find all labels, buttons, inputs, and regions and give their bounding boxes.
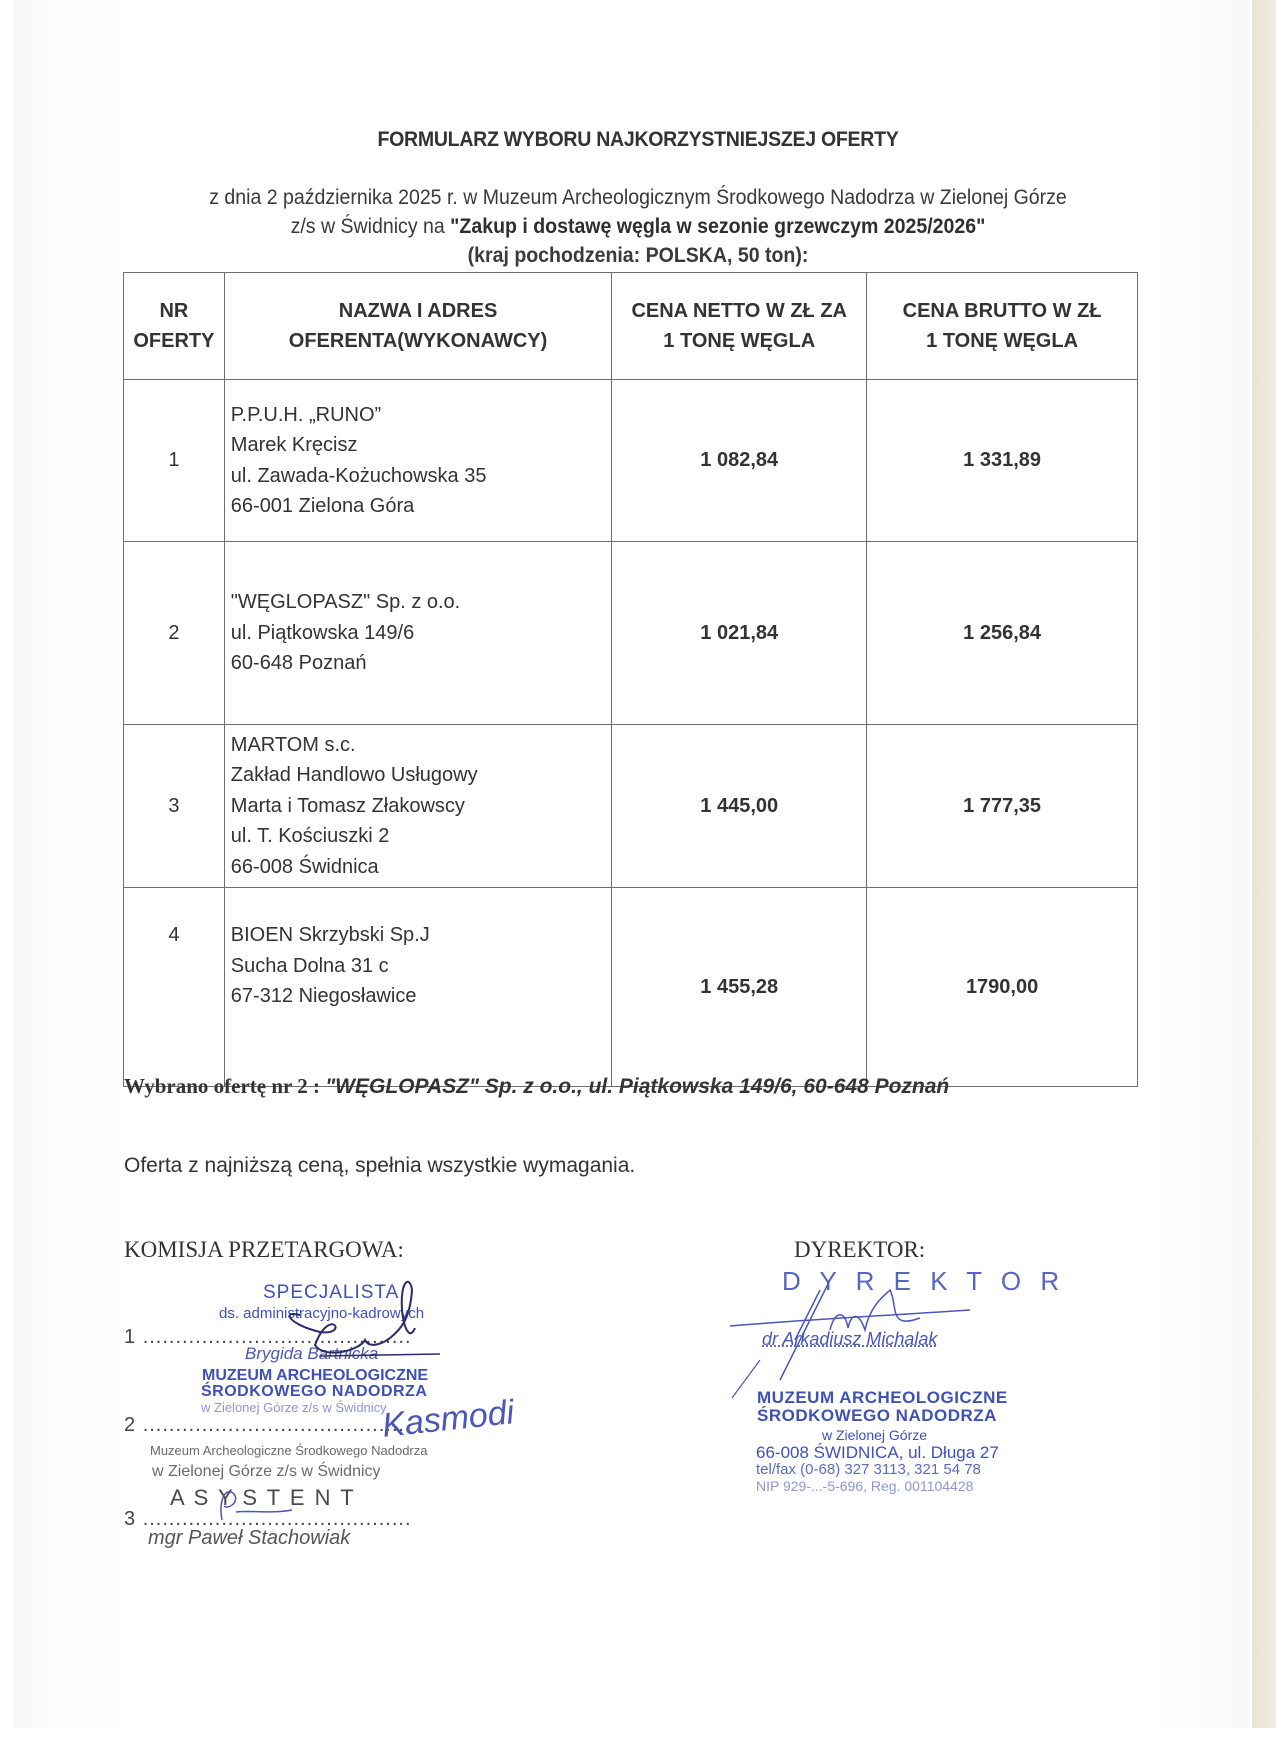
signature-1-icon xyxy=(240,1270,450,1370)
stamp-museum-left-line3: w Zielonej Górze z/s w Świdnicy xyxy=(201,1400,387,1415)
net-price: 1 445,00 xyxy=(612,725,867,888)
offer-number: 1 xyxy=(124,380,225,542)
stamp-specialist-subtitle: ds. administracyjno-kadrowych xyxy=(219,1305,425,1322)
intro-line-1: z dnia 2 października 2025 r. w Muzeum Archeologicznym Środkowego Nadodrza w Zielonej Górze xyxy=(209,186,1067,209)
net-price: 1 082,84 xyxy=(612,380,867,542)
net-price: 1 455,28 xyxy=(612,888,867,1087)
stamp-specialist-name: Brygida Bartnicka xyxy=(245,1344,379,1363)
signature-line-1: 1 ......................................... xyxy=(124,1326,412,1348)
committee-label: KOMISJA PRZETARGOWA: xyxy=(124,1237,404,1262)
stamp-director-title: D Y R E K T O R xyxy=(782,1266,1066,1296)
selection-reason: Oferta z najniższą ceną, spełnia wszystkie wymagania. xyxy=(124,1154,636,1177)
gross-price: 1 777,35 xyxy=(867,725,1138,888)
offer-number: 3 xyxy=(124,725,225,888)
stamp-assistant-line1: Muzeum Archeologiczne Środkowego Nadodrza xyxy=(150,1443,428,1458)
director-label: DYREKTOR: xyxy=(794,1237,926,1262)
offer-address: BIOEN Skrzybski Sp.J Sucha Dolna 31 c 67-312 Niegosławice xyxy=(224,888,612,1087)
gross-price: 1 256,84 xyxy=(867,542,1138,725)
stamp-assistant-line2: w Zielonej Górze z/s w Świdnicy xyxy=(152,1463,381,1480)
signature-3-icon xyxy=(200,1480,310,1530)
stamp-museum-right-line5: tel/fax (0-68) 327 3113, 321 54 78 xyxy=(756,1461,981,1478)
document-title: FORMULARZ WYBORU NAJKORZYSTNIEJSZEJ OFERTY xyxy=(377,128,899,151)
intro-line-3: (kraj pochodzenia: POLSKA, 50 ton): xyxy=(467,244,809,267)
table-header-row xyxy=(124,273,1138,380)
gross-price: 1790,00 xyxy=(867,888,1138,1087)
signature-2-handwritten: Kasmodi xyxy=(380,1393,516,1445)
stamp-museum-right-line4: 66-008 ŚWIDNICA, ul. Długa 27 xyxy=(756,1443,999,1462)
stamp-museum-right-line3: w Zielonej Górze xyxy=(822,1427,928,1443)
stamp-specialist-title: SPECJALISTA xyxy=(263,1282,400,1303)
signature-line-2: 2 ......................................... xyxy=(124,1414,412,1436)
header-offer-number: NR OFERTY xyxy=(124,273,225,380)
selected-offer xyxy=(124,1074,949,1099)
signature-line-3: 3 ......................................... xyxy=(124,1508,412,1530)
director-name: dr Arkadiusz Michalak xyxy=(762,1329,938,1349)
selected-offer-value: "WĘGLOPASZ" Sp. z o.o., ul. Piątkowska 149/6, 60-648 Poznań xyxy=(325,1075,950,1098)
intro-line-2 xyxy=(45,215,1232,239)
header-gross-price: CENA BRUTTO W ZŁ 1 TONĘ WĘGLA xyxy=(867,273,1138,380)
offer-number: 4 xyxy=(124,888,225,1087)
header-net-price: CENA NETTO W ZŁ ZA 1 TONĘ WĘGLA xyxy=(612,273,867,380)
offer-address: MARTOM s.c. Zakład Handlowo Usługowy Marta i Tomasz Złakowscy ul. T. Kościuszki 2 66-008 Świdnica xyxy=(224,725,612,888)
stamp-assistant-title: A S Y S T E N T xyxy=(170,1485,356,1510)
stamp-assistant-name: mgr Paweł Stachowiak xyxy=(148,1527,351,1549)
offer-number: 2 xyxy=(124,542,225,725)
table-row xyxy=(124,888,1138,1087)
stamp-museum-right-line1: MUZEUM ARCHEOLOGICZNE xyxy=(757,1388,1008,1407)
scan-edge xyxy=(1252,0,1276,1728)
gross-price: 1 331,89 xyxy=(867,380,1138,542)
selected-offer-label: Wybrano ofertę nr 2 : xyxy=(124,1074,326,1098)
offer-address: P.P.U.H. „RUNO” Marek Kręcisz ul. Zawada-Kożuchowska 35 66-001 Zielona Góra xyxy=(224,380,612,542)
table-row xyxy=(124,542,1138,725)
procurement-subject: "Zakup i dostawę węgla w sezonie grzewczym 2025/2026" xyxy=(450,215,986,238)
stamp-museum-right-line6: NIP 929-...-5-696, Reg. 001104428 xyxy=(756,1478,974,1494)
table-row xyxy=(124,725,1138,888)
stamp-museum-right-line2: ŚRODKOWEGO NADODRZA xyxy=(757,1406,997,1425)
stamp-museum-left-line1: MUZEUM ARCHEOLOGICZNE xyxy=(202,1367,429,1384)
net-price: 1 021,84 xyxy=(612,542,867,725)
table-row xyxy=(124,380,1138,542)
header-name-address: NAZWA I ADRES OFERENTA(WYKONAWCY) xyxy=(224,273,612,380)
offer-address: "WĘGLOPASZ" Sp. z o.o. ul. Piątkowska 149/6 60-648 Poznań xyxy=(224,542,612,725)
offers-table xyxy=(123,272,1138,1087)
stamp-museum-left-line2: ŚRODKOWEGO NADODRZA xyxy=(201,1383,428,1400)
intro-prefix: z/s w Świdnicy na xyxy=(290,215,451,238)
